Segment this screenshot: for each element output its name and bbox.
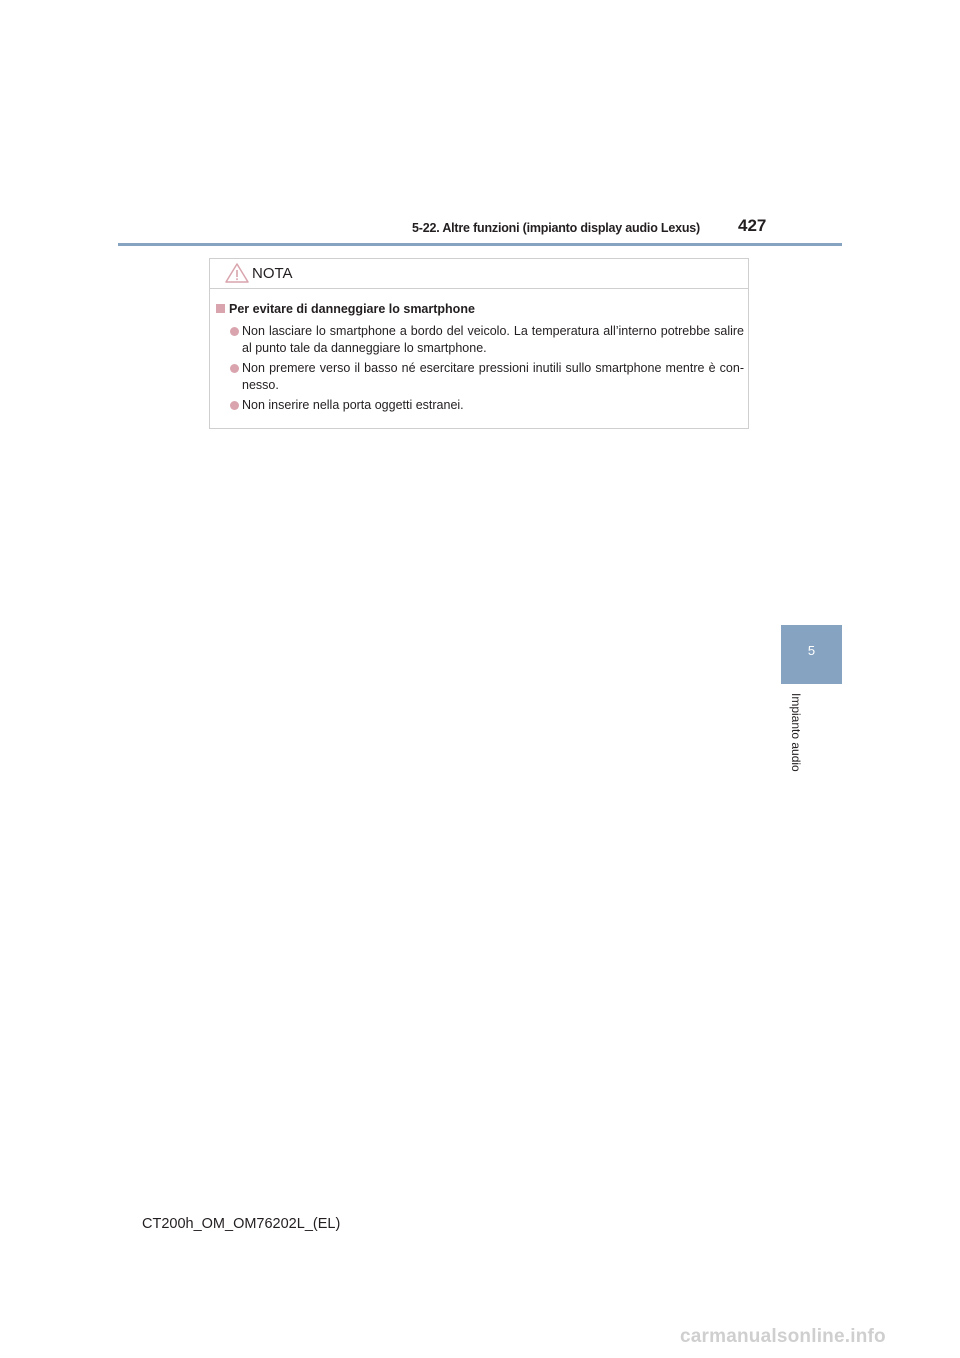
bullet-text: Non inserire nella porta oggetti estranei. bbox=[242, 398, 464, 412]
list-item bbox=[230, 360, 744, 394]
note-box bbox=[209, 258, 749, 429]
list-item bbox=[230, 397, 744, 414]
header-rule bbox=[118, 243, 842, 246]
note-heading-text: Per evitare di danneggiare lo smartphone bbox=[229, 302, 475, 316]
square-bullet-icon bbox=[216, 304, 225, 313]
dot-bullet-icon bbox=[230, 401, 239, 410]
note-section-heading bbox=[216, 302, 475, 316]
list-item bbox=[230, 323, 744, 357]
bullet-text: Non premere verso il basso né esercitare pressioni inutili sullo smartphone mentre è con- nesso. bbox=[242, 361, 744, 392]
note-bullet-list bbox=[230, 323, 744, 417]
dot-bullet-icon bbox=[230, 364, 239, 373]
chapter-number: 5 bbox=[807, 643, 816, 658]
page-number: 427 bbox=[738, 216, 767, 235]
watermark: carmanualsonline.info bbox=[680, 1326, 886, 1347]
warning-triangle-icon bbox=[224, 262, 250, 284]
chapter-title: Impianto audio bbox=[789, 693, 803, 772]
header-section-title: 5-22. Altre funzioni (impianto display audio Lexus) bbox=[412, 221, 700, 235]
note-label: NOTA bbox=[252, 265, 293, 282]
dot-bullet-icon bbox=[230, 327, 239, 336]
note-header bbox=[210, 259, 748, 289]
bullet-text: Non lasciare lo smartphone a bordo del veicolo. La temperatura all’interno potrebbe salire al punto tale da danneggiare lo smartphone. bbox=[242, 324, 744, 355]
chapter-tab bbox=[781, 625, 842, 684]
footer-doc-code: CT200h_OM_OM76202L_(EL) bbox=[142, 1216, 341, 1232]
